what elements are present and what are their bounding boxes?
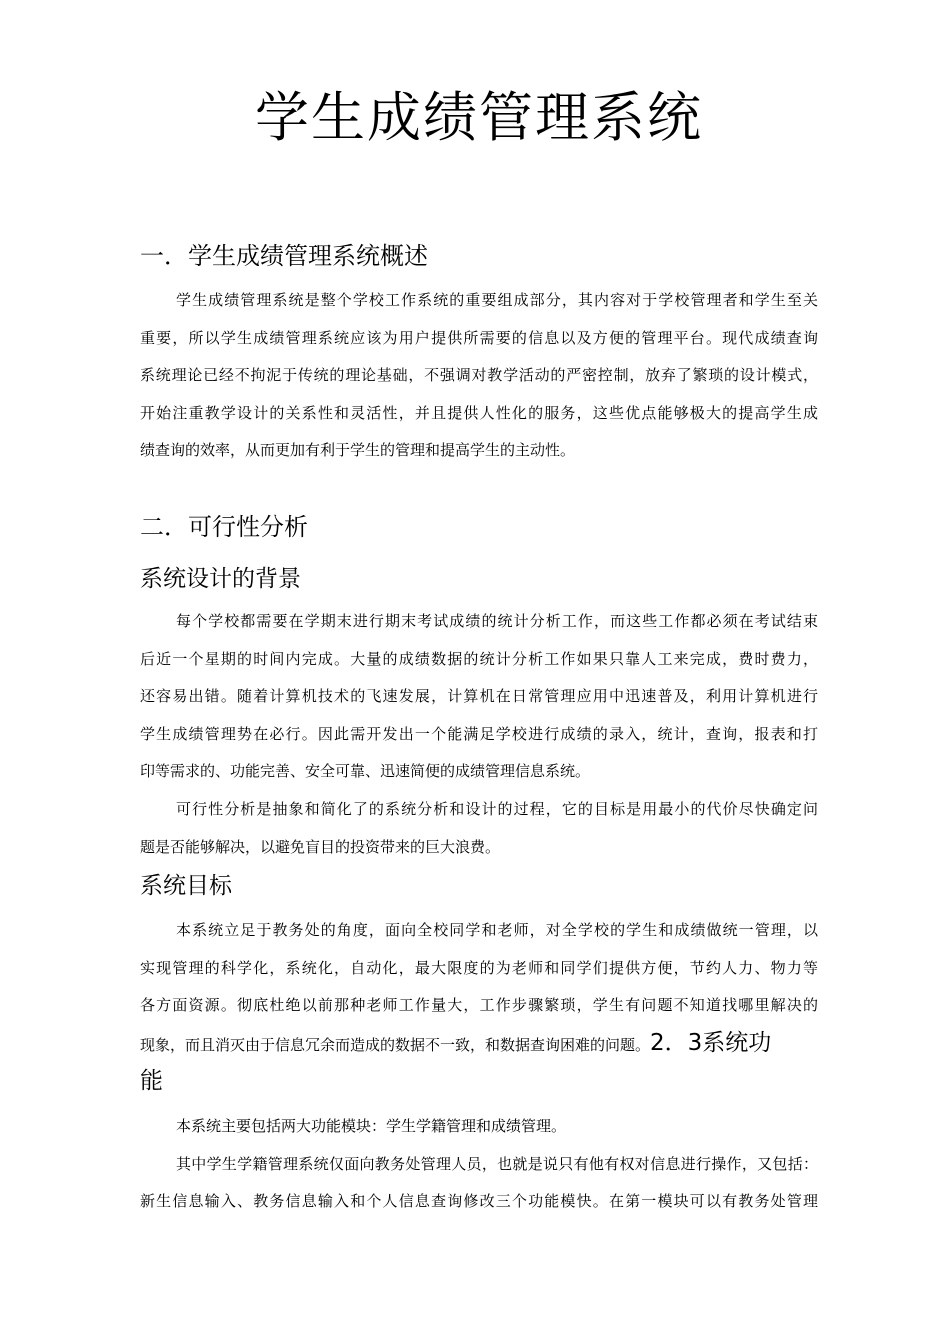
text-line: 实现管理的科学化，系统化，自动化，最大限度的为老师和同学们提供方便，节约人力、物力等 [140,958,818,977]
goals-paragraph [140,912,818,1096]
text-line: 其中学生学籍管理系统仅面向教务处管理人员，也就是说只有他有权对信息进行操作，又包括： [176,1154,818,1173]
text-line: 开始注重教学设计的关系性和灵活性，并且提供人性化的服务，这些优点能够极大的提高学生成 [140,403,818,422]
text-line: 新生信息输入、教务信息输入和个人信息查询修改三个功能模快。在第一模块可以有教务处管理 [140,1192,818,1211]
text-line: 可行性分析是抽象和简化了的系统分析和设计的过程，它的目标是用最小的代价尽快确定问 [176,799,818,818]
text-line: 题是否能够解决，以避免盲目的投资带来的巨大浪费。 [140,837,501,856]
background-paragraph [140,603,818,866]
text-line: 学生成绩管理势在必行。因此需开发出一个能满足学校进行成绩的录入，统计，查询，报表和打 [140,724,818,743]
text-line: 还容易出错。随着计算机技术的飞速发展，计算机在日常管理应用中迅速普及，利用计算机进行 [140,687,818,706]
section-1-heading: 一．学生成绩管理系统概述 [140,242,428,270]
subsection-functions-heading-part1: 2．3系统功 [650,1029,772,1056]
text-line: 本系统主要包括两大功能模块：学生学籍管理和成绩管理。 [176,1117,567,1135]
text-line: 重要，所以学生成绩管理系统应该为用户提供所需要的信息以及方便的管理平台。现代成绩查询 [140,328,818,347]
subsection-functions-heading-part2: 能 [140,1068,163,1095]
text-line: 每个学校都需要在学期末进行期末考试成绩的统计分析工作，而这些工作都必须在考试结束 [176,612,818,630]
subsection-background-heading: 系统设计的背景 [140,566,301,592]
functions-paragraph [140,1108,818,1221]
goals-last-line: 现象，而且消灭由于信息冗余而造成的数据不一致，和数据查询困难的问题。 [140,1035,651,1054]
text-line [140,1025,818,1065]
section-2-heading: 二．可行性分析 [140,513,308,541]
text-line: 后近一个星期的时间内完成。大量的成绩数据的统计分析工作如果只靠人工来完成，费时费力， [140,649,818,668]
text-line: 各方面资源。彻底杜绝以前那种老师工作量大，工作步骤繁琐，学生有问题不知道找哪里解决的 [140,996,818,1015]
subsection-goals-heading: 系统目标 [140,873,232,899]
text-line: 学生成绩管理系统是整个学校工作系统的重要组成部分，其内容对于学校管理者和学生至关 [176,291,818,309]
text-line: 绩查询的效率，从而更加有利于学生的管理和提高学生的主动性。 [140,441,576,460]
document-title: 学生成绩管理系统 [255,86,703,149]
text-line: 印等需求的、功能完善、安全可靠、迅速简便的成绩管理信息系统。 [140,762,591,781]
text-line: 系统理论已经不拘泥于传统的理论基础，不强调对教学活动的严密控制，放弃了繁琐的设计模式， [140,366,818,385]
section-1-paragraph [140,282,818,470]
text-line: 本系统立足于教务处的角度，面向全校同学和老师，对全学校的学生和成绩做统一管理，以 [176,921,818,939]
